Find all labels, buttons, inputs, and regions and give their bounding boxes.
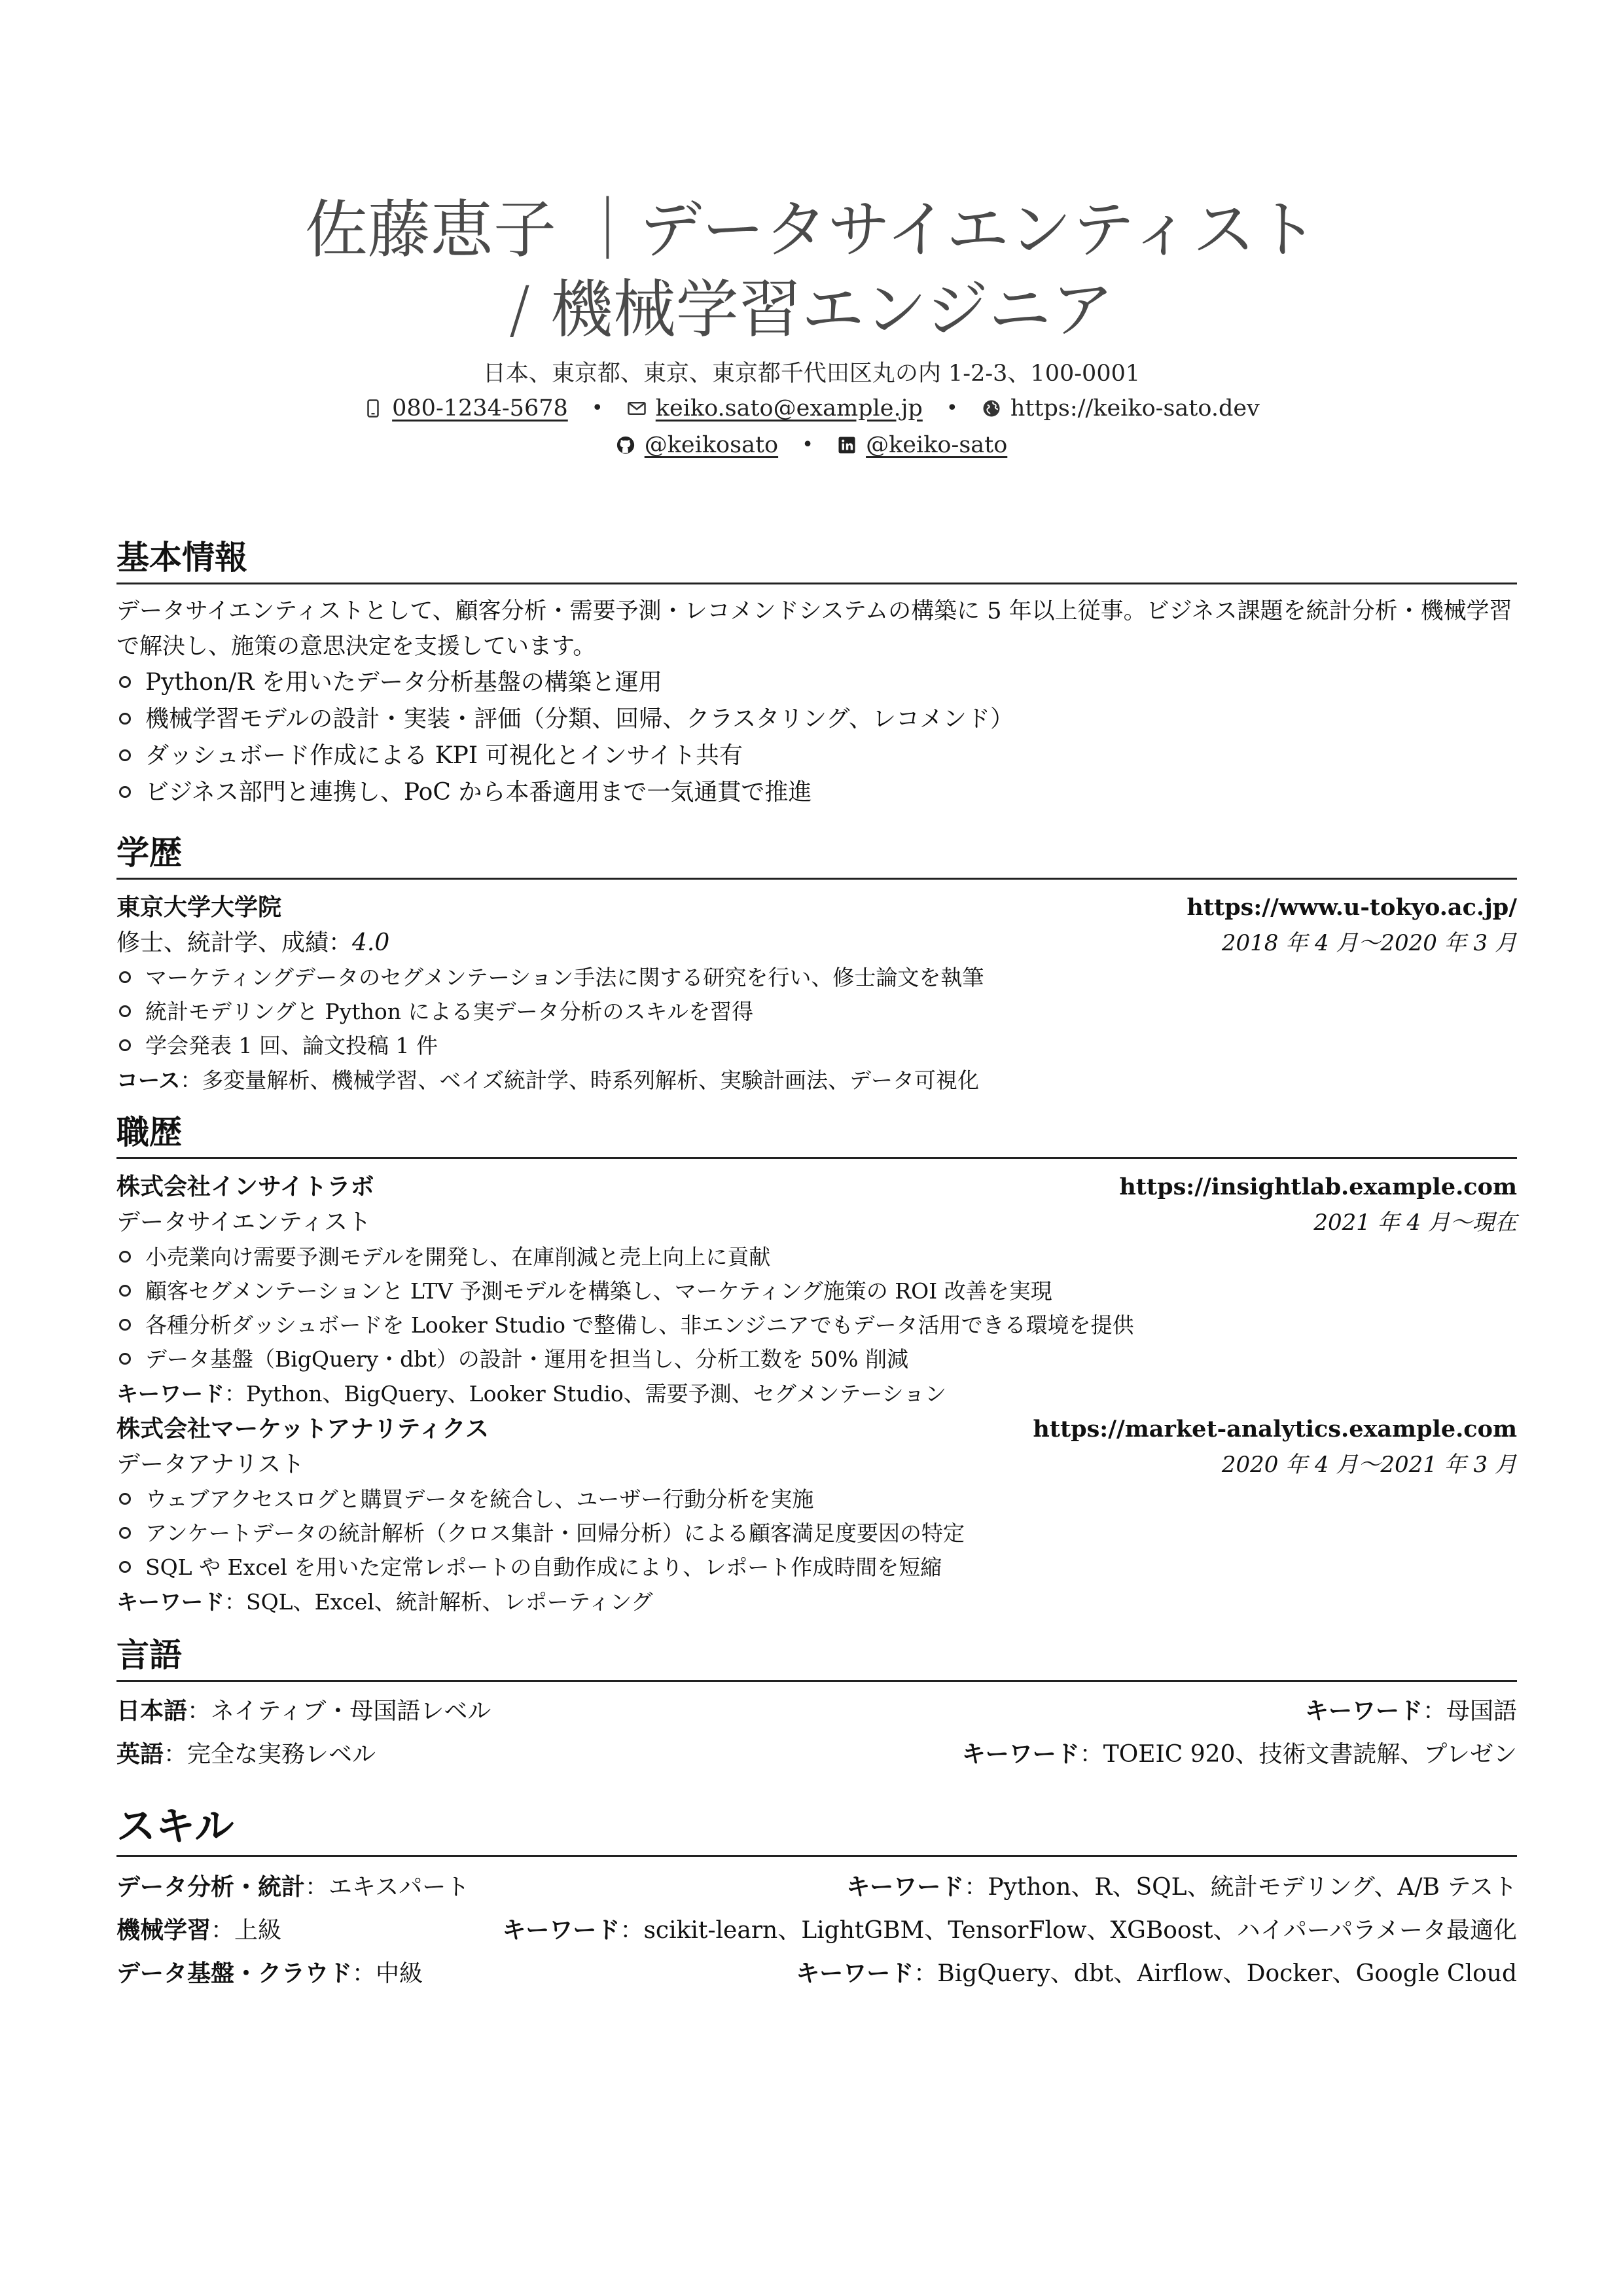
skill-keywords	[502, 1909, 1517, 1952]
school-name: 東京大学大学院	[116, 894, 282, 921]
skills-section	[116, 1803, 1517, 1996]
job-role-row	[116, 1447, 1517, 1482]
email-link[interactable]: keiko.sato@example.jp	[655, 395, 923, 422]
language-row	[116, 1733, 1517, 1776]
job-title-1: ｜データサイエンティスト	[576, 193, 1319, 266]
job-dates: 2020 年 4 月〜2021 年 3 月	[1221, 1452, 1517, 1478]
courses-text: ：多変量解析、機械学習、ベイズ統計学、時系列解析、実験計画法、データ可視化	[180, 1067, 980, 1093]
list-item: マーケティングデータのセグメンテーション手法に関する研究を行い、修士論文を執筆	[116, 961, 1517, 995]
job-duty-list	[116, 1482, 1517, 1585]
github-contact[interactable]	[616, 427, 778, 463]
keywords-text: ：TOEIC 920、技術文書読解、プレゼン	[1079, 1741, 1517, 1768]
resume-header	[0, 190, 1623, 463]
summary-heading: 基本情報	[116, 537, 1517, 584]
skill-keywords	[846, 1866, 1517, 1909]
company-url[interactable]: https://insightlab.example.com	[1119, 1174, 1517, 1200]
job-header-row	[116, 1412, 1517, 1447]
company-name: 株式会社マーケットアナリティクス	[116, 1416, 490, 1443]
skill-keywords	[796, 1952, 1517, 1996]
education-section	[116, 832, 1517, 1098]
keywords-label: キーワード	[796, 1960, 914, 1987]
keywords-text: ：Python、BigQuery、Looker Studio、需要予測、セグメンテーション	[224, 1381, 947, 1407]
courses-line	[116, 1063, 1517, 1098]
envelope-icon	[627, 399, 647, 418]
skill-entry	[116, 1909, 281, 1952]
keywords-label: キーワード	[116, 1589, 224, 1615]
skill-row	[116, 1952, 1517, 1996]
company-name: 株式会社インサイトラボ	[116, 1174, 374, 1200]
skill-row	[116, 1866, 1517, 1909]
language-name: 日本語	[116, 1698, 188, 1725]
github-icon	[616, 435, 635, 455]
skill-entry	[116, 1952, 423, 1996]
mobile-phone-icon	[363, 399, 383, 418]
summary-list	[116, 664, 1517, 811]
job-duty-list	[116, 1240, 1517, 1376]
address: 日本、東京都、東京、東京都千代田区丸の内 1-2-3、100-0001	[482, 361, 1141, 387]
job-role-row	[116, 1205, 1517, 1240]
website-link[interactable]: https://keiko-sato.dev	[1010, 395, 1260, 422]
degree-text: 修士、統計学、成績：	[116, 929, 353, 956]
job-keywords-line	[116, 1376, 1517, 1412]
gpa-value: 4.0	[352, 929, 390, 956]
job-role: データサイエンティスト	[116, 1209, 372, 1236]
contact-row-1	[0, 390, 1623, 427]
skill-name: 機械学習	[116, 1917, 211, 1944]
email-contact[interactable]	[627, 390, 923, 427]
linkedin-contact[interactable]	[837, 427, 1007, 463]
resume-body	[116, 537, 1517, 1996]
experience-heading: 職歴	[116, 1111, 1517, 1159]
summary-section	[116, 537, 1517, 811]
list-item: ビジネス部門と連携し、PoC から本番適用まで一気通貫で推進	[116, 774, 1517, 811]
company-url[interactable]: https://market-analytics.example.com	[1033, 1416, 1517, 1443]
keywords-label: キーワード	[961, 1741, 1080, 1768]
language-keywords	[962, 1733, 1517, 1776]
linkedin-icon	[837, 435, 857, 455]
language-entry	[116, 1733, 376, 1776]
education-header-row	[116, 890, 1517, 925]
language-level: ：ネイティブ・母国語レベル	[187, 1698, 491, 1725]
summary-paragraph: データサイエンティストとして、顧客分析・需要予測・レコメンドシステムの構築に 5 年以上従事。ビジネス課題を統計分析・機械学習で解決し、施策の意思決定を支援しています。	[116, 598, 1512, 660]
list-item: データ基盤（BigQuery・dbt）の設計・運用を担当し、分析工数を 50% 削減	[116, 1342, 1517, 1376]
separator-dot: •	[802, 433, 813, 456]
list-item: 統計モデリングと Python による実データ分析のスキルを習得	[116, 995, 1517, 1029]
job-entry	[116, 1412, 1517, 1620]
name-title-line-1	[0, 190, 1623, 270]
list-item: アンケートデータの統計解析（クロス集計・回帰分析）による顧客満足度要因の特定	[116, 1516, 1517, 1551]
degree	[116, 925, 389, 961]
skill-row	[116, 1909, 1517, 1952]
skill-level: ：エキスパート	[305, 1874, 470, 1901]
skill-name: データ基盤・クラウド	[116, 1960, 353, 1987]
experience-section	[116, 1111, 1517, 1620]
education-heading: 学歴	[116, 832, 1517, 880]
language-entry	[116, 1690, 491, 1733]
list-item: Python/R を用いたデータ分析基盤の構築と運用	[116, 664, 1517, 701]
keywords-text: ：SQL、Excel、統計解析、レポーティング	[224, 1589, 653, 1615]
person-name: 佐藤恵子	[304, 193, 556, 266]
skill-level: ：上級	[211, 1917, 282, 1944]
keywords-label: キーワード	[502, 1917, 620, 1944]
job-dates: 2021 年 4 月〜現在	[1313, 1210, 1517, 1236]
separator-dot: •	[591, 397, 603, 420]
linkedin-link[interactable]: @keiko-sato	[866, 432, 1008, 458]
phone-link[interactable]: 080-1234-5678	[392, 395, 568, 422]
education-degree-row	[116, 925, 1517, 961]
globe-icon	[982, 399, 1001, 418]
list-item: 小売業向け需要予測モデルを開発し、在庫削減と売上向上に貢献	[116, 1240, 1517, 1274]
language-keywords	[1305, 1690, 1517, 1733]
skills-heading: スキル	[116, 1803, 1517, 1857]
skill-name: データ分析・統計	[116, 1874, 306, 1901]
education-dates: 2018 年 4 月〜2020 年 3 月	[1221, 930, 1517, 956]
language-level: ：完全な実務レベル	[164, 1741, 376, 1768]
keywords-label: キーワード	[1304, 1698, 1423, 1725]
skill-level: ：中級	[352, 1960, 423, 1987]
separator-dot: •	[946, 397, 958, 420]
list-item: 機械学習モデルの設計・実装・評価（分類、回帰、クラスタリング、レコメンド）	[116, 701, 1517, 738]
list-item: 学会発表 1 回、論文投稿 1 件	[116, 1029, 1517, 1063]
language-name: 英語	[116, 1741, 164, 1768]
job-keywords-line	[116, 1585, 1517, 1620]
job-role: データアナリスト	[116, 1451, 305, 1478]
list-item: 顧客セグメンテーションと LTV 予測モデルを構築し、マーケティング施策の ROI 改善を実現	[116, 1274, 1517, 1308]
courses-label: コース	[116, 1067, 181, 1093]
website-contact[interactable]	[982, 390, 1260, 427]
languages-heading: 言語	[116, 1634, 1517, 1682]
job-header-row	[116, 1170, 1517, 1205]
education-list	[116, 961, 1517, 1063]
list-item: ダッシュボード作成による KPI 可視化とインサイト共有	[116, 738, 1517, 774]
list-item: SQL や Excel を用いた定常レポートの自動作成により、レポート作成時間を短縮	[116, 1551, 1517, 1585]
keywords-text: ：scikit-learn、LightGBM、TensorFlow、XGBoost、ハイパーパラメータ最適化	[620, 1917, 1517, 1944]
list-item: ウェブアクセスログと購買データを統合し、ユーザー行動分析を実施	[116, 1482, 1517, 1516]
languages-section	[116, 1634, 1517, 1776]
phone-contact[interactable]	[363, 390, 568, 427]
job-entry	[116, 1170, 1517, 1412]
keywords-text: ：Python、R、SQL、統計モデリング、A/B テスト	[964, 1874, 1517, 1901]
keywords-text: ：BigQuery、dbt、Airflow、Docker、Google Cloud	[914, 1960, 1517, 1987]
list-item: 各種分析ダッシュボードを Looker Studio で整備し、非エンジニアでもデータ活用できる環境を提供	[116, 1308, 1517, 1342]
keywords-label: キーワード	[116, 1381, 224, 1407]
job-title-2: / 機械学習エンジニア	[508, 273, 1115, 346]
school-url[interactable]: https://www.u-tokyo.ac.jp/	[1186, 894, 1517, 921]
keywords-text: ：母国語	[1422, 1698, 1517, 1725]
contact-row-2	[0, 427, 1623, 463]
language-row	[116, 1690, 1517, 1733]
keywords-label: キーワード	[846, 1874, 965, 1901]
github-link[interactable]: @keikosato	[644, 432, 779, 458]
skill-entry	[116, 1866, 469, 1909]
